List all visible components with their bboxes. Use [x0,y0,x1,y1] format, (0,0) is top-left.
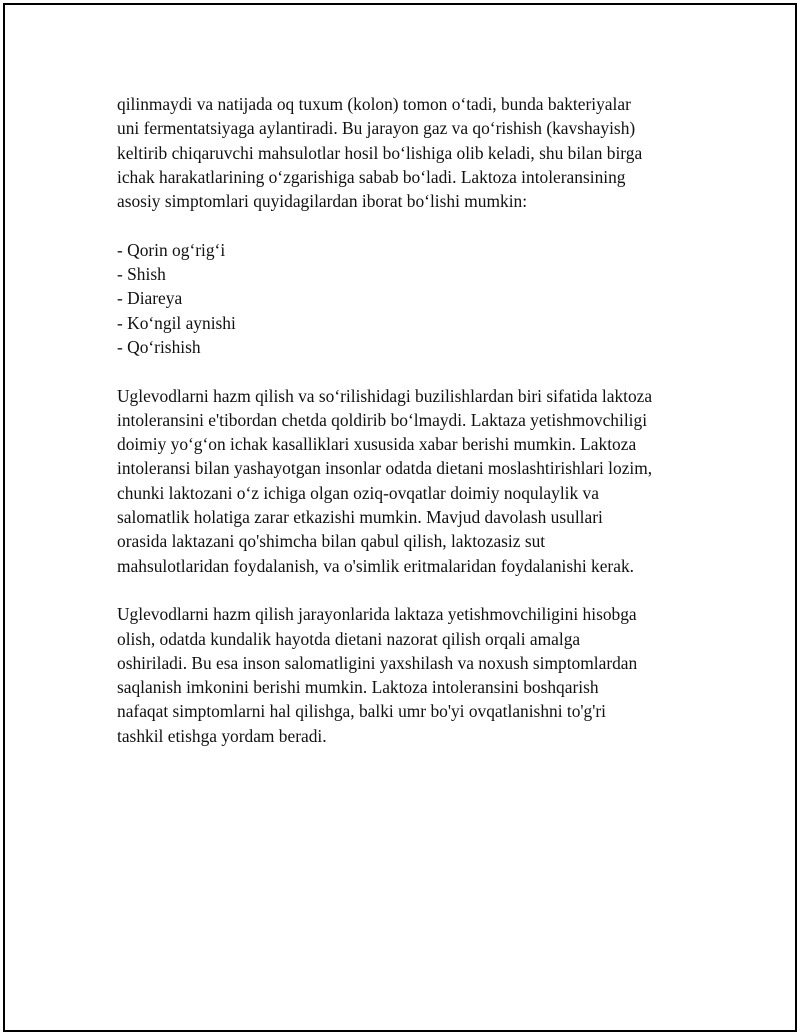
paragraph-line: Uglevodlarni hazm qilish va so‘rilishidagi buzilishlardan biri sifatida laktoza [117,385,653,406]
paragraph-line: oshiriladi. Bu esa inson salomatligini yaxshilash va noxush simptomlardan [117,652,638,673]
paragraph-line: chunki laktozani o‘z ichiga olgan oziq-ovqatlar doimiy noqulaylik va [117,482,599,503]
paragraph-line: uni fermentatsiyaga aylantiradi. Bu jarayon gaz va qo‘rishish (kavshayish) [117,118,636,139]
paragraph-2 [117,384,687,578]
paragraph-gap [117,359,687,383]
list-item: - Shish [117,264,166,285]
document-body [117,92,687,748]
paragraph-line: nafaqat simptomlarni hal qilishga, balki umr bo'yi ovqatlanishni to'g'ri [117,701,607,722]
paragraph-3 [117,602,687,748]
paragraph-line: tashkil etishga yordam beradi. [117,725,327,746]
list-item: - Ko‘ngil aynishi [117,312,236,333]
paragraph-line: Uglevodlarni hazm qilish jarayonlarida laktaza yetishmovchiligini hisobga [117,604,637,625]
paragraph-gap [117,578,687,602]
paragraph-line: ichak harakatlarining o‘zgarishiga sabab bo‘ladi. Laktoza intoleransining [117,166,626,187]
paragraph-line: asosiy simptomlari quyidagilardan iborat bo‘lishi mumkin: [117,191,528,212]
paragraph-line: qilinmaydi va natijada oq tuxum (kolon) tomon o‘tadi, bunda bakteriyalar [117,94,631,114]
paragraph-line: mahsulotlaridan foydalanish, va o'simlik eritmalaridan foydalanishi kerak. [117,555,634,576]
list-item: - Diareya [117,288,183,309]
paragraph-line: intoleransini e'tibordan chetda qoldirib bo‘lmaydi. Laktaza yetishmovchiligi [117,409,648,430]
paragraph-line: olish, odatda kundalik hayotda dietani nazorat qilish orqali amalga [117,628,581,649]
symptoms-list [117,238,687,359]
list-item: - Qorin og‘rig‘i [117,239,226,260]
paragraph-line: intoleransi bilan yashayotgan insonlar odatda dietani moslashtirishlari lozim, [117,458,653,479]
paragraph-line: doimiy yo‘g‘on ichak kasalliklari xususida xabar berishi mumkin. Laktoza [117,434,637,455]
paragraph-1 [117,92,687,213]
list-item: - Qo‘rishish [117,336,201,357]
paragraph-line: keltirib chiqaruvchi mahsulotlar hosil bo‘lishiga olib keladi, shu bilan birga [117,142,643,163]
paragraph-gap [117,213,687,237]
paragraph-line: salomatlik holatiga zarar etkazishi mumkin. Mavjud davolash usullari [117,507,603,528]
paragraph-line: orasida laktazani qo'shimcha bilan qabul qilish, laktozasiz sut [117,531,546,552]
paragraph-line: saqlanish imkonini berishi mumkin. Laktoza intoleransini boshqarish [117,677,599,698]
